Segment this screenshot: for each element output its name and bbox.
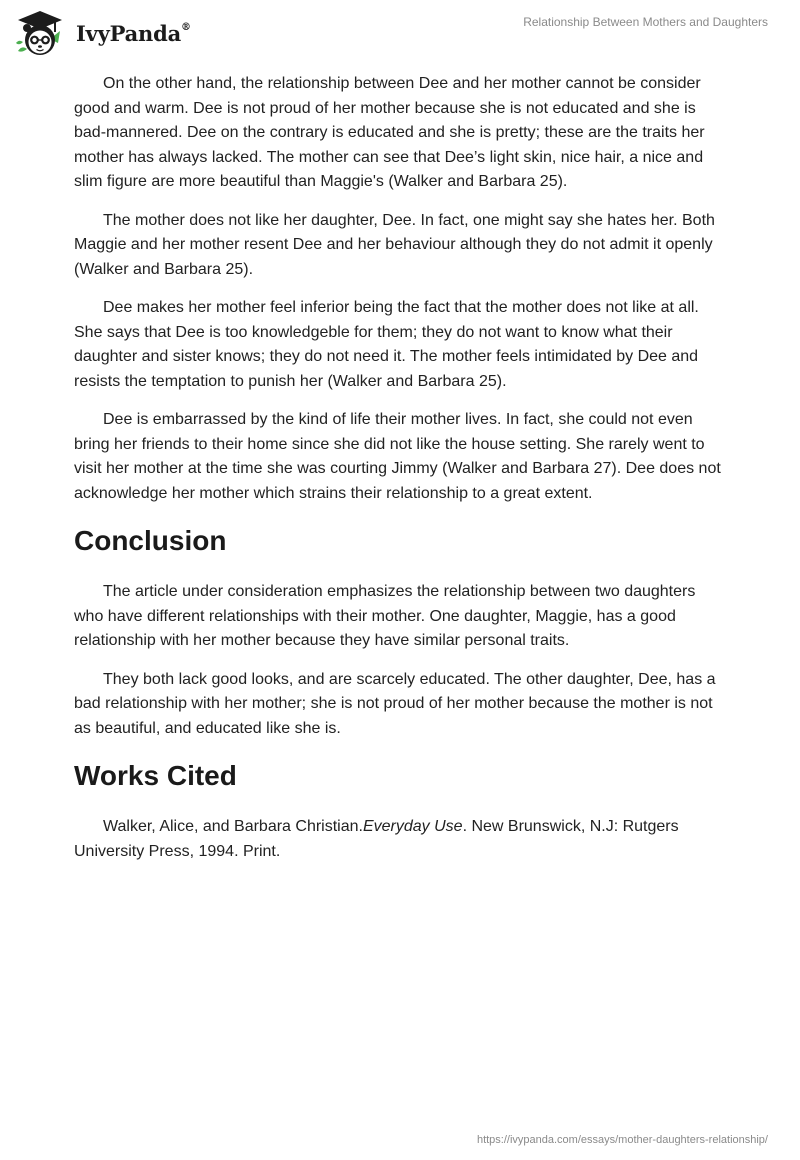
panda-graduate-icon [14,9,66,59]
conclusion-paragraph: The article under consideration emphasizes the relationship between two daughters who have different relationships with their mother. One daughter, Maggie, has a good relationship with her mother because they have similar personal traits. [74,583,696,649]
body-paragraph: Dee is embarrassed by the kind of life their mother lives. In fact, she could not even bring her friends to their home since she did not like the house setting. She rarely went to visit her mother at the time she was courting Jimmy (Walker and Barbara 27). Dee does not acknowledge her mother which strains their relationship to a great extent. [74,411,721,502]
citation-entry [74,815,728,864]
body-paragraph: The mother does not like her daughter, Dee. In fact, one might say she hates her. Both Maggie and her mother resent Dee and her behaviour although they do not admit it openly (Walker and Barbara 25). [74,211,715,278]
body-paragraph: Dee makes her mother feel inferior being the fact that the mother does not like at all. She says that Dee is too knowledgeble for them; they do not want to know what their daughter and sister knows; they do not need it. The mother feels intimidated by Dee and resists the temptation to punish her (Walker and Barbara 25). [74,299,699,390]
citation-authors: Walker, Alice, and Barbara Christian. [103,818,363,835]
citation-publisher: . New Brunswick, N.J: Rutgers University Press, 1994. Print. [74,818,679,860]
registered-mark: ® [181,22,191,33]
body-paragraph: On the other hand, the relationship between Dee and her mother cannot be consider good and warm. Dee is not proud of her mother because she is not educated and she is bad-mannered. Dee on the contrary is educated and she is pretty; these are the traits her mother has always lacked. The mother can see that Dee’s light skin, nice hair, a nice and slim figure are more beautiful than Maggie's (Walker and Barbara 25). [74,75,705,190]
works-cited-heading: Works Cited [74,760,237,791]
page-header [0,0,800,70]
citation-title: Everyday Use [362,818,463,835]
ivypanda-logo[interactable] [14,9,204,59]
conclusion-paragraph: They both lack good looks, and are scarcely educated. The other daughter, Dee, has a bad relationship with her mother; she is not proud of her mother because the mother is not as beautiful, and educated like she is. [74,670,716,737]
conclusion-heading: Conclusion [74,525,227,556]
document-title: Relationship Between Mothers and Daughters [523,15,768,29]
essay-content [74,72,728,878]
source-url[interactable]: https://ivypanda.com/essays/mother-daughters-relationship/ [476,1134,768,1146]
brand-name: IvyPanda® [76,21,191,46]
